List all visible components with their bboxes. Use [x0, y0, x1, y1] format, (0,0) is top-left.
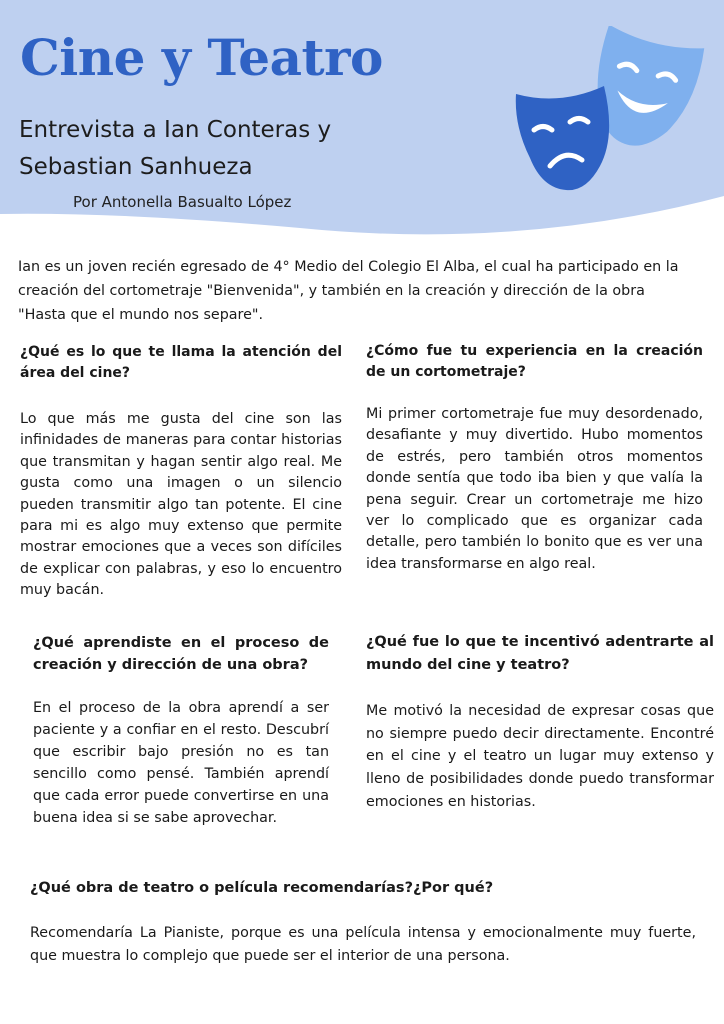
page-title: Cine y Teatro [20, 28, 383, 87]
question-5: ¿Qué obra de teatro o película recomendarías?¿Por qué? [30, 880, 494, 896]
theater-masks-icon [510, 26, 710, 201]
question-2: ¿Cómo fue tu experiencia en la creación de un cortometraje? [366, 343, 703, 380]
question-3: ¿Qué aprendiste en el proceso de creación y dirección de una obra? [33, 635, 329, 673]
answer-2: Mi primer cortometraje fue muy desordenado, desafiante y muy divertido. Hubo momentos de estrés, pero también otros momentos donde sentía que todo iba bien y que valía la pena seguir. Crear un cortometraje me hizo ver lo complicado que es organizar cada detalle, pero también lo bonito que es ver una idea transformarse en algo real. [366, 406, 703, 572]
answer-4: Me motivó la necesidad de expresar cosas que no siempre puedo decir directamente. Encontré en el cine y el teatro un lugar muy extenso y lleno de posibilidades donde puedo transformar emociones en historias. [366, 703, 714, 810]
answer-5: Recomendaría La Pianiste, porque es una película intensa y emocionalmente muy fuerte, que muestra lo complejo que puede ser el interior de una persona. [30, 925, 696, 964]
question-1: ¿Qué es lo que te llama la atención del área del cine? [20, 344, 342, 381]
author-byline: Por Antonella Basualto López [73, 193, 292, 211]
intro-paragraph: Ian es un joven recién egresado de 4° Medio del Colegio El Alba, el cual ha participado en la creación del cortometraje "Bienvenida", y también en la creación y dirección de la obra "Hasta que el mundo nos separe". [18, 259, 679, 323]
interview-subtitle: Entrevista a Ian Conteras y Sebastian Sanhueza [19, 117, 332, 180]
question-4: ¿Qué fue lo que te incentivó adentrarte al mundo del cine y teatro? [366, 634, 714, 673]
answer-1: Lo que más me gusta del cine son las infinidades de maneras para contar historias que transmitan y hagan sentir algo real. Me gusta como una imagen o un silencio pueden transmitir algo tan potente. El cine para mi es algo muy extenso que permite mostrar emociones que a veces son difíciles de explicar con palabras, y eso lo encuentro muy bacán. [20, 411, 342, 599]
answer-3: En el proceso de la obra aprendí a ser paciente y a confiar en el resto. Descubrí que escribir bajo presión no es tan sencillo como pensé. También aprendí que cada error puede convertirse en una buena idea si se sabe aprovechar. [33, 700, 329, 826]
